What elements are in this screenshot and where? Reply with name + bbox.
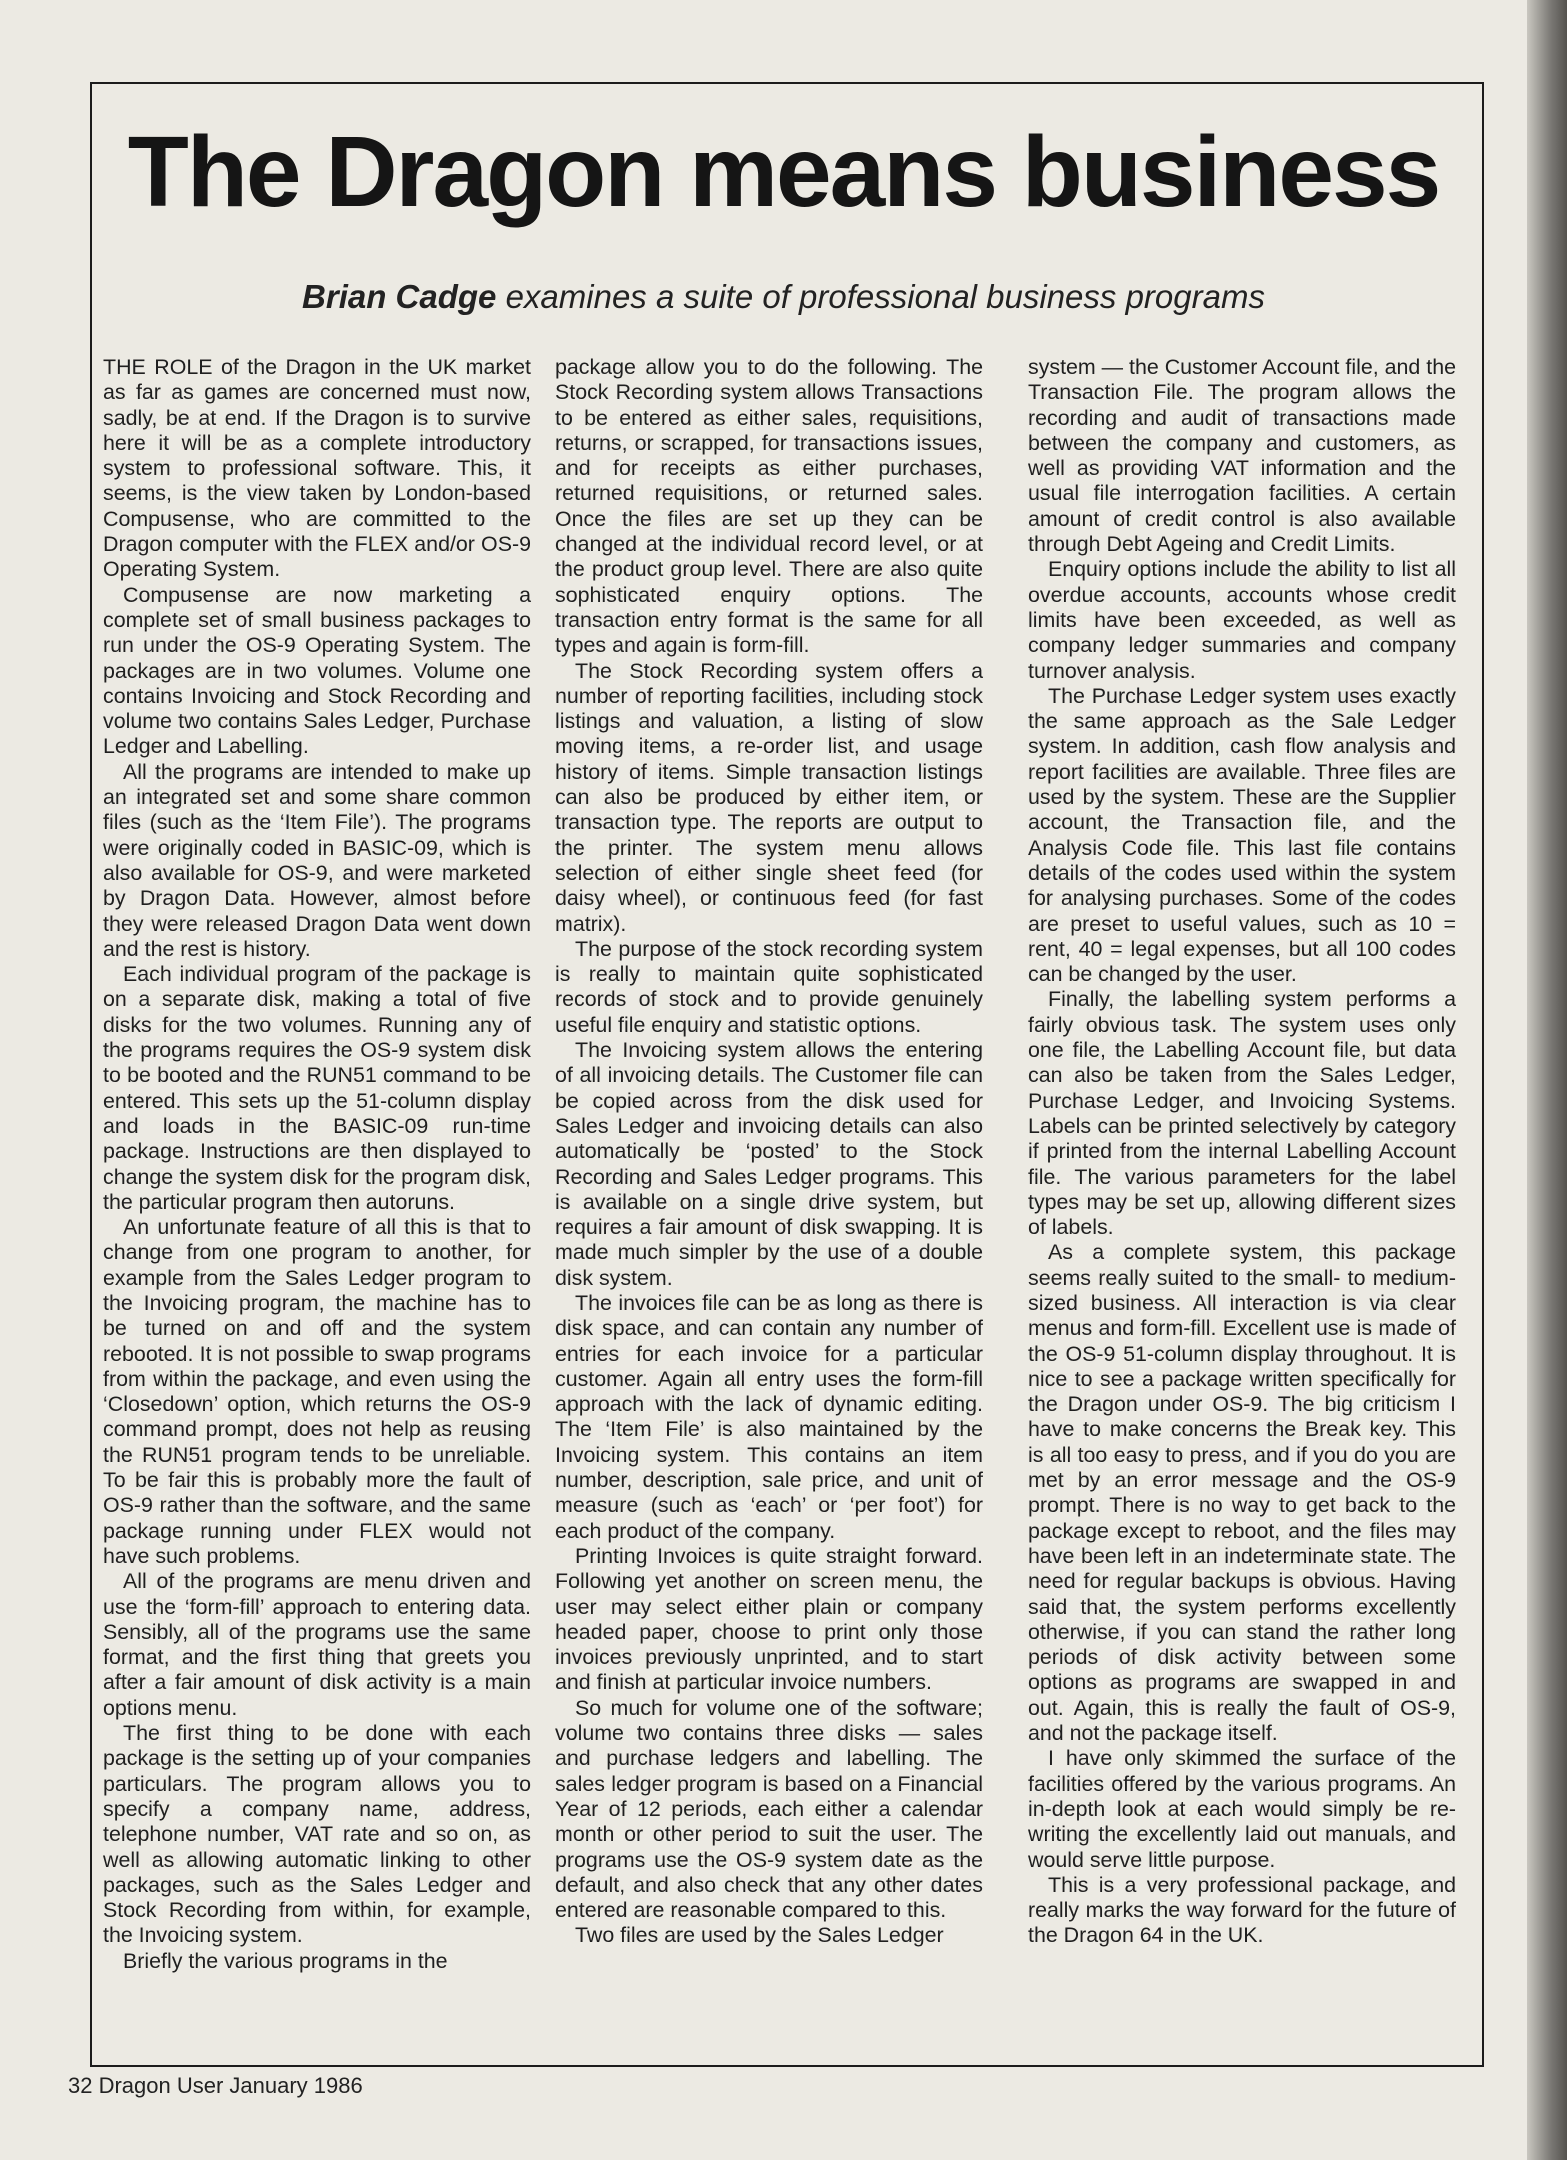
paragraph: The purpose of the stock recording system is really to maintain quite sophisticated records of stock and to provide genuinely useful file enquiry and statistic options. (555, 936, 983, 1037)
paragraph: All the programs are intended to make up an integrated set and some share common files (such as the ‘Item File’). The programs were originally coded in BASIC-09, which is also available for OS-9, and were marketed by Dragon Data. However, almost before they were released Dragon Data went down and the rest is history. (103, 759, 531, 961)
byline-description: examines a suite of professional business programs (496, 278, 1265, 315)
paragraph: system — the Customer Account file, and the Transaction File. The program allows the recording and audit of transactions made between the company and customers, as well as providing VAT information and the usual file interrogation facilities. A certain amount of credit control is also available through Debt Ageing and Credit Limits. (1028, 355, 1457, 557)
paragraph: All of the programs are menu driven and use the ‘form-fill’ approach to entering data. Sensibly, all of the programs use the same format, and the first thing that greets you after a fair amount of disk activity is a main options menu. (103, 1569, 531, 1720)
article-column-3 (1028, 355, 1456, 1949)
paragraph: An unfortunate feature of all this is that to change from one program to another, for example from the Sales Ledger program to the Invoicing program, the machine has to be turned on and off and the system rebooted. It is not possible to swap programs from within the package, and even using the ‘Closedown’ option, which returns the OS-9 command prompt, does not help as reusing the RUN51 program tends to be unreliable. To be fair this is probably more the fault of OS-9 rather than the software, and the same package running under FLEX would not have such problems. (103, 1215, 531, 1568)
page-edge-shadow (1527, 0, 1567, 2160)
paragraph: So much for volume one of the software; volume two contains three disks — sales and purchase ledgers and labelling. The sales ledger program is based on a Financial Year of 12 periods, each either a calendar month or other period to suit the user. The programs use the OS-9 system date as the default, and also check that any other dates entered are reasonable compared to this. (555, 1695, 983, 1923)
paragraph: Compusense are now marketing a complete set of small business packages to run under the OS-9 Operating System. The packages are in two volumes. Volume one contains Invoicing and Stock Recording and volume two contains Sales Ledger, Purchase Ledger and Labelling. (103, 582, 531, 759)
paragraph: Enquiry options include the ability to list all overdue accounts, accounts whose credit limits have been exceeded, as well as company ledger summaries and company turnover analysis. (1028, 557, 1456, 683)
paragraph: This is a very professional package, and really marks the way forward for the future of the Dragon 64 in the UK. (1028, 1872, 1456, 1948)
paragraph: Two files are used by the Sales Ledger (575, 1923, 944, 1948)
paragraph: The Stock Recording system offers a number of reporting facilities, including stock listings and valuation, a listing of slow moving items, a re-order list, and usage history of items. Simple transaction listings can also be produced by either item, or transaction type. The reports are output to the printer. The system menu allows selection of either single sheet feed (for daisy wheel), or continuous feed (for fast matrix). (555, 658, 983, 936)
paragraph: The Purchase Ledger system uses exactly the same approach as the Sale Ledger system. In addition, cash flow analysis and report facilities are available. Three files are used by the system. These are the Supplier account, the Transaction file, and the Analysis Code file. This last file contains details of the codes used within the system for analysing purchases. Some of the codes are preset to useful values, such as 10 = rent, 40 = legal expenses, but all 100 codes can be changed by the user. (1028, 683, 1456, 987)
paragraph: The first thing to be done with each package is the setting up of your companies particulars. The program allows you to specify a company name, address, telephone number, VAT rate and so on, as well as allowing automatic linking to other packages, such as the Sales Ledger and Stock Recording from within, for example, the Invoicing system. (103, 1721, 531, 1948)
paragraph: The Invoicing system allows the entering of all invoicing details. The Customer file can be copied across from the disk used for Sales Ledger and invoicing details can also automatically be ‘posted’ to the Stock Recording and Sales Ledger programs. This is available on a single drive system, but requires a fair amount of disk swapping. It is made much simpler by the use of a double disk system. (555, 1038, 983, 1290)
article-column-1 (103, 355, 531, 1974)
page-folio: 32 Dragon User January 1986 (68, 2073, 363, 2098)
paragraph: As a complete system, this package seems really suited to the small- to medium-sized business. All interaction is via clear menus and form-fill. Excellent use is made of the OS-9 51-column display throughout. It is nice to see a package written specifically for the Dragon under OS-9. The big criticism I have to make concerns the Break key. This is all too easy to press, and if you do you are met by an error message and the OS-9 prompt. There is no way to get back to the package except to reboot, and the files may have been left in an indeterminate state. The need for regular backups is obvious. Having said that, the system performs excellently otherwise, if you can stand the rather long periods of disk activity between some options as programs are swapped in and out. Again, this is really the fault of OS-9, and not the package itself. (1028, 1240, 1456, 1746)
paragraph: I have only skimmed the surface of the facilities offered by the various programs. An in-depth look at each would simply be re-writing the excellently laid out manuals, and would serve little purpose. (1028, 1746, 1456, 1872)
paragraph: The invoices file can be as long as there is disk space, and can contain any number of entries for each invoice for a particular customer. Again all entry uses the form-fill approach with the lack of dynamic editing. The ‘Item File’ is also maintained by the Invoicing system. This contains an item number, description, sale price, and unit of measure (such as ‘each’ or ‘per foot’) for each product of the company. (555, 1290, 983, 1543)
paragraph: Each individual program of the package is on a separate disk, making a total of five disks for the two volumes. Running any of the programs requires the OS-9 system disk to be booted and the RUN51 command to be entered. This sets up the 51-column display and loads in the BASIC-09 run-time package. Instructions are then displayed to change the system disk for the program disk, the particular program then autoruns. (103, 962, 531, 1214)
paragraph: Briefly the various programs in the (123, 1948, 448, 1973)
paragraph: Finally, the labelling system performs a fairly obvious task. The system uses only one file, the Labelling Account file, but data can also be taken from the Sales Ledger, Purchase Ledger, and Invoicing Systems. Labels can be printed selectively by category if printed from the internal Labelling Account file. The various parameters for the label types may be set up, allowing different sizes of labels. (1028, 987, 1456, 1240)
byline (0, 278, 1567, 316)
byline-author: Brian Cadge (302, 278, 497, 315)
article-column-2 (555, 355, 983, 1949)
paragraph: package allow you to do the following. The Stock Recording system allows Transactions to be entered as either sales, requisitions, returns, or scrapped, for transactions issues, and for receipts as either purchases, returned requisitions, or returned sales. Once the files are set up they can be changed at the individual record level, or at the product group level. There are also quite sophisticated enquiry options. The transaction entry format is the same for all types and again is form-fill. (555, 355, 983, 658)
paragraph: Printing Invoices is quite straight forward. Following yet another on screen menu, the user may select either plain or company headed paper, choose to print only those invoices previously unprinted, and to start and finish at particular invoice numbers. (555, 1543, 983, 1695)
paragraph: THE ROLE of the Dragon in the UK market as far as games are concerned must now, sadly, be at end. If the Dragon is to survive here it will be as a complete introductory system to professional software. This, it seems, is the view taken by London-based Compusense, who are committed to the Dragon computer with the FLEX and/or OS-9 Operating System. (103, 355, 531, 582)
headline: The Dragon means business (127, 116, 1440, 228)
